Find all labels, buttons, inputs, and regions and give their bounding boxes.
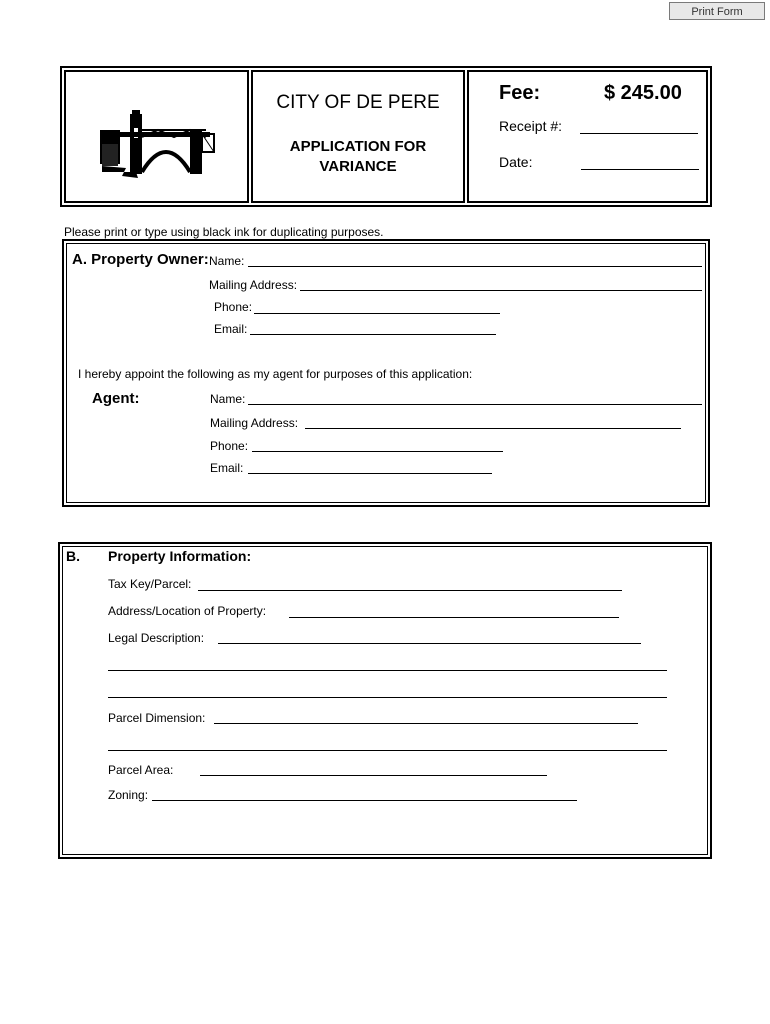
form-title-line1: APPLICATION FOR [289,138,427,155]
agent-address-field[interactable] [305,428,681,429]
owner-email-label: Email: [214,322,248,336]
fee-amount: $ 245.00 [604,82,682,104]
date-field[interactable] [581,169,699,170]
title-cell [251,70,465,203]
owner-address-field[interactable] [300,290,702,291]
owner-phone-field[interactable] [254,313,500,314]
legal-description-line2[interactable] [108,670,667,671]
parcel-dimension-label: Parcel Dimension: [108,711,206,725]
owner-name-label: Name: [209,254,245,268]
instructions-text: Please print or type using black ink for duplicating purposes. [64,225,384,239]
agent-heading: Agent: [92,390,140,407]
agent-phone-field[interactable] [252,451,503,452]
agent-email-field[interactable] [248,473,492,474]
bridge-logo-icon [66,72,247,201]
agent-name-label: Name: [210,392,246,406]
receipt-label: Receipt #: [499,118,563,134]
section-b-inner [62,546,708,855]
tax-key-field[interactable] [198,590,622,591]
section-b-letter: B. [66,548,80,564]
property-info-heading: Property Information: [108,548,252,564]
date-label: Date: [499,154,533,170]
fee-label: Fee: [499,82,541,104]
parcel-dimension-field[interactable] [214,723,638,724]
zoning-label: Zoning: [108,788,149,802]
print-form-button[interactable]: Print Form [669,2,765,20]
logo-cell [64,70,249,203]
agent-phone-label: Phone: [210,439,249,453]
agent-email-label: Email: [210,461,244,475]
property-owner-heading: A. Property Owner: [72,251,209,268]
legal-description-line3[interactable] [108,697,667,698]
parcel-area-field[interactable] [200,775,547,776]
agent-address-label: Mailing Address: [210,416,299,430]
agent-name-field[interactable] [248,404,702,405]
address-location-field[interactable] [289,617,619,618]
city-name: CITY OF DE PERE [276,92,440,113]
address-location-label: Address/Location of Property: [108,604,267,618]
appoint-agent-text: I hereby appoint the following as my agent for purposes of this application: [78,367,473,381]
owner-email-field[interactable] [250,334,496,335]
owner-address-label: Mailing Address: [209,278,298,292]
tax-key-label: Tax Key/Parcel: [108,577,192,591]
parcel-area-label: Parcel Area: [108,763,174,777]
legal-description-field[interactable] [218,643,641,644]
form-title-line2: VARIANCE [319,158,397,175]
owner-phone-label: Phone: [214,300,253,314]
owner-name-field[interactable] [248,266,702,267]
parcel-dimension-line2[interactable] [108,750,667,751]
zoning-field[interactable] [152,800,577,801]
receipt-field[interactable] [580,133,698,134]
legal-description-label: Legal Description: [108,631,205,645]
